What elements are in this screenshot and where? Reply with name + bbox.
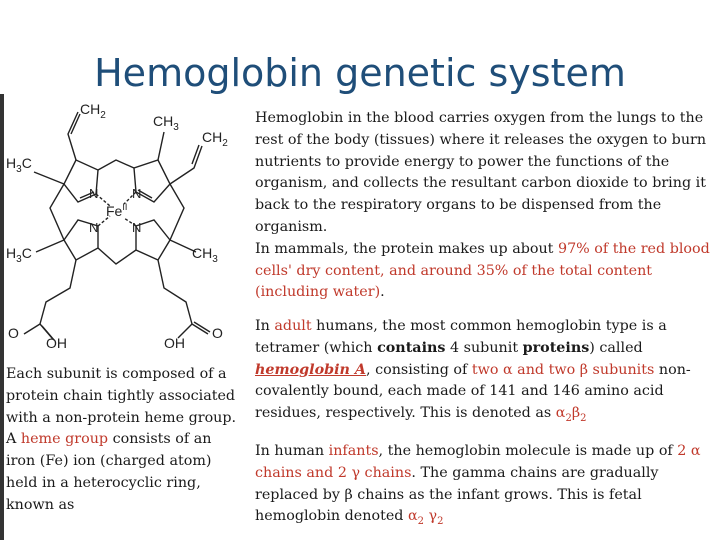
- methyl-ch3-top-label: $CH_3$: [153, 113, 179, 133]
- fetal-hemoglobin-paragraph: In human infants, the hemoglobin molecule is made up of 2 α chains and 2 γ chains. The gamma chains are gradually replaced by β chains as the infant grows. This is fetal hemoglobin denoted $\alpha_2$ $\gamma_2$: [255, 443, 701, 528]
- methyl-h3c-lower-label: $H_3C$: [6, 245, 32, 265]
- adult-term: adult: [274, 318, 312, 334]
- nitrogen-label: N: [89, 186, 99, 201]
- slide-title: Hemoglobin genetic system: [94, 51, 626, 95]
- vinyl-ch2-label: $CH_2$: [80, 101, 106, 121]
- adult-notation: $\alpha_2\beta_2$: [555, 405, 587, 425]
- hydroxyl-left-label: OH: [46, 335, 67, 350]
- iron-label: $Fe^{II}$: [106, 202, 128, 219]
- heme-bonds: [24, 112, 210, 340]
- heme-structure-diagram: [6, 98, 242, 350]
- heme-caption: Each subunit is composed of a protein chain tightly associated with a non-protein heme group. A heme group consists of an iron (Fe) ion (charged atom) held in a heterocyclic ring, known as: [6, 366, 237, 513]
- hemoglobin-function-paragraph: Hemoglobin in the blood carries oxygen from the lungs to the rest of the body (tissues) where it releases the oxygen to burn nutrients to provide energy to power the functions of the organism, and collects the resultant carbon dioxide to bring it back to the respiratory organs to be dispensed from the organism. In mammals, the protein makes up about 97% of the red blood cells' dry content, and around 35% of the total content (including water).: [255, 110, 710, 301]
- adult-chains-highlight: two α and two β subunits: [471, 361, 655, 378]
- oxygen-label: O: [212, 325, 223, 341]
- left-border-rule: [0, 94, 4, 540]
- fetal-chains-highlight: 2 α chains and 2 γ chains: [255, 443, 701, 481]
- fetal-notation: $\alpha_2$ $\gamma_2$: [407, 508, 444, 528]
- nitrogen-label: N: [132, 220, 142, 235]
- methyl-ch3-right-label: $CH_3$: [192, 245, 218, 265]
- rbc-content-highlight: 97% of the red blood cells' dry content, and around 35% of the total content (including water): [255, 240, 710, 301]
- nitrogen-label: N: [132, 186, 142, 201]
- vinyl-ch2-right-label: $CH_2$: [202, 129, 228, 149]
- infants-term: infants: [328, 443, 379, 459]
- methyl-h3c-left-label: $H_3C$: [6, 155, 32, 175]
- hydroxyl-right-label: OH: [164, 335, 185, 350]
- nitrogen-label: N: [89, 220, 99, 235]
- hemoglobin-a-term: hemoglobin A: [255, 361, 367, 378]
- oxygen-label: O: [8, 325, 19, 341]
- heme-group-term: heme group: [20, 431, 109, 448]
- adult-hemoglobin-paragraph: In adult humans, the most common hemoglobin type is a tetramer (which contains 4 subunit proteins) called hemoglobin A, consisting of two α and two β subunits non-covalently bound, each made of 141 and 146 amino acid residues, respectively. This is denoted as $\alpha_2\beta_2$: [255, 318, 691, 425]
